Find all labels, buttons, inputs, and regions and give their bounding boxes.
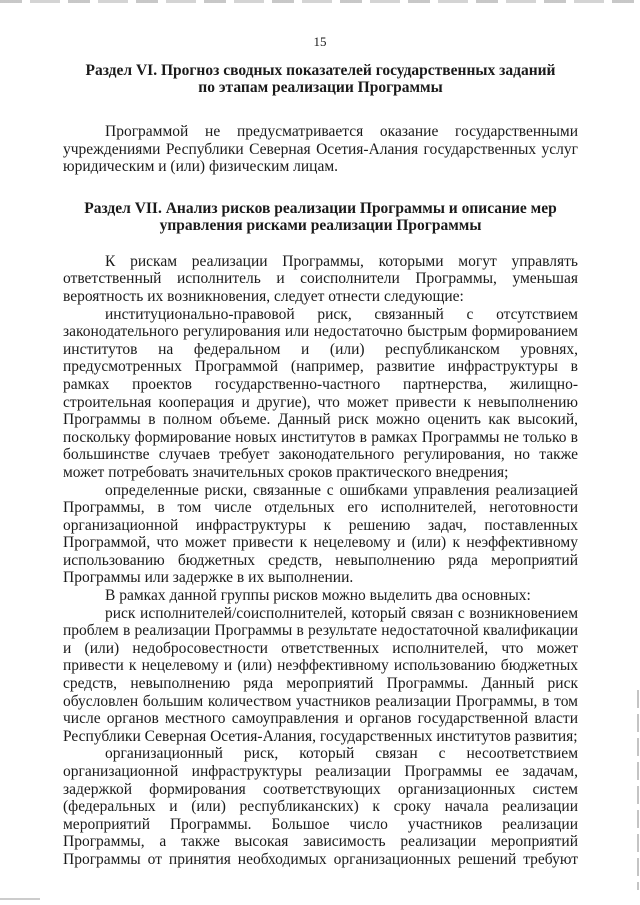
page-number: 15	[313, 34, 327, 49]
text-line: ответственный исполнитель и соисполнители Программы, уменьшая	[63, 270, 578, 288]
section-7-paragraph	[63, 745, 578, 868]
text-line: Программой не предусматривается оказание государственными	[105, 123, 578, 140]
heading-line: по этапам реализации Программы	[198, 79, 443, 96]
text-line: строительная кооперация и другие), что может привести к невыполнению	[63, 393, 578, 411]
text-line: Программой, что может привести к нецелевому и (или) к неэффективному	[63, 534, 578, 552]
scan-artifact-bottom	[0, 898, 40, 900]
section-7-paragraph	[63, 306, 578, 482]
document-body	[63, 62, 578, 869]
text-line: может потребовать значительных сроков практического внедрения;	[63, 463, 509, 481]
text-line: обусловлен большим количеством участников реализации Программы, в том	[63, 692, 578, 710]
text-line: В рамках данной группы рисков можно выделить два основных:	[105, 587, 531, 605]
text-line: и (или) недобросовестности ответственных исполнителей, что может	[63, 639, 578, 657]
section-7-heading	[63, 200, 578, 234]
heading-line: Раздел VI. Прогноз сводных показателей государственных заданий	[85, 62, 556, 79]
text-line: средств, невыполнению ряда мероприятий Программы. Данный риск	[63, 675, 578, 693]
text-line: законодательного регулирования или недостаточно быстрым формированием	[63, 323, 578, 341]
text-line: К рискам реализации Программы, которыми могут управлять	[105, 252, 578, 270]
section-7-paragraph	[63, 253, 578, 306]
text-line: Республики Северная Осетия-Алания, государственных институтов развития;	[63, 727, 578, 745]
text-line: (федеральных и (или) республиканских) к сроку начала реализации	[63, 798, 578, 816]
text-line: предусмотренных Программой (например, развитие инфраструктуры в	[63, 358, 578, 376]
text-line: институтов на федеральном и (или) республиканском уровнях,	[63, 340, 578, 358]
scan-artifact-right	[637, 690, 639, 890]
text-line: Программы от принятия необходимых организационных решений требуют	[63, 850, 578, 868]
heading-line: Раздел VII. Анализ рисков реализации Программы и описание мер	[84, 199, 557, 217]
text-line: учреждениями Республики Северная Осетия-Алания государственных услуг	[63, 140, 578, 158]
text-line: институционально-правовой риск, связанный с отсутствием	[105, 305, 578, 323]
text-line: большинстве случаев требует законодательного регулирования, но также	[63, 446, 578, 464]
text-line: Программы, а также высокая зависимость реализации мероприятий	[63, 833, 578, 851]
text-line: организационной инфраструктуры реализации Программы ее задачам,	[63, 763, 578, 780]
section-7-paragraphs	[63, 253, 578, 869]
text-line: Программы или задержке в их выполнении.	[63, 569, 354, 587]
text-line: организационной инфраструктуры к решению задач, поставленных	[63, 516, 578, 534]
text-line: привести к нецелевому и (или) неэффективному использованию бюджетных	[63, 657, 578, 675]
text-line: Программы, в том числе отдельных его исполнителей, неготовности	[63, 499, 578, 517]
section-6-heading	[63, 62, 578, 96]
text-line: Программы в полном объеме. Данный риск можно оценить как высокий,	[63, 411, 578, 429]
heading-line: управления рисками реализации Программы	[159, 216, 482, 234]
section-7-paragraph	[63, 587, 578, 605]
text-line: проблем в реализации Программы в результате недостаточной квалификации	[63, 622, 578, 640]
text-line: задержкой формирования соответствующих организационных систем	[63, 780, 578, 798]
text-line: числе органов местного самоуправления и органов государственной власти	[63, 710, 578, 728]
text-line: юридическим и (или) физическим лицам.	[63, 158, 339, 176]
text-line: поскольку формирование новых институтов в рамках Программы не только в	[63, 428, 578, 446]
text-line: определенные риски, связанные с ошибками управления реализацией	[105, 481, 578, 499]
text-line: мероприятий Программы. Большое число участников реализации	[63, 815, 578, 833]
text-line: использованию бюджетных средств, невыполнению ряда мероприятий	[63, 551, 578, 569]
text-line: риск исполнителей/соисполнителей, который связан с возникновением	[105, 604, 578, 622]
section-7-paragraph	[63, 482, 578, 588]
scan-artifact-top	[0, 0, 640, 3]
text-line: организационный риск, который связан с несоответствием	[105, 745, 578, 763]
section-7-paragraph	[63, 605, 578, 746]
text-line: рамках проектов государственно-частного партнерства, жилищно-	[63, 375, 578, 393]
text-line: вероятность их возникновения, следует отнести следующие:	[63, 287, 464, 305]
section-6-paragraph	[63, 123, 578, 176]
